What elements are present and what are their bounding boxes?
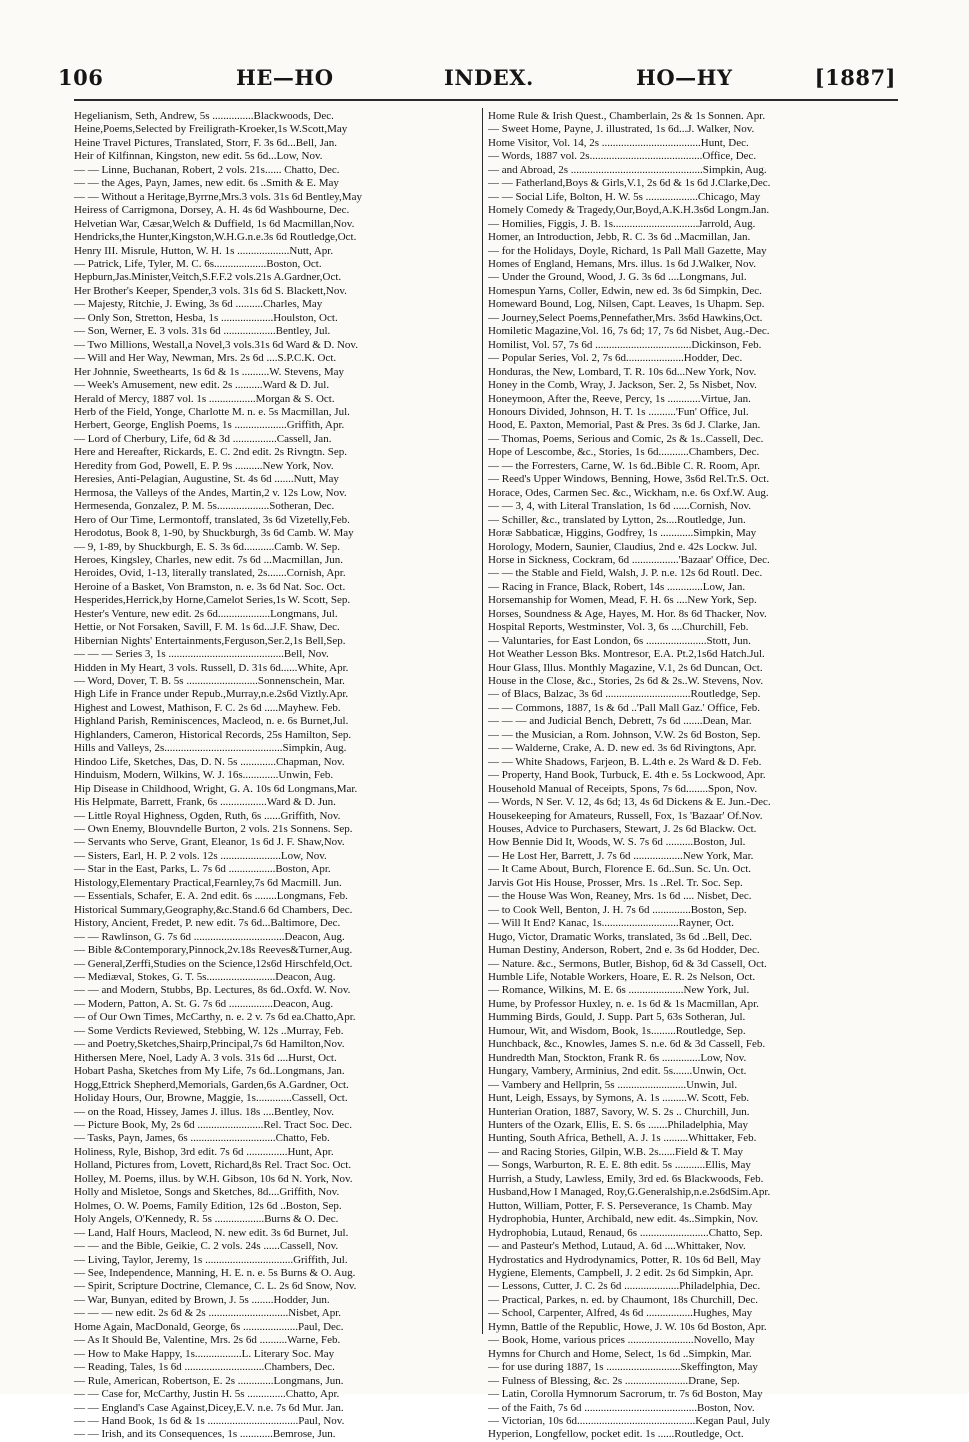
index-entry: — General,Zerffi,Studies on the Science,12s6d Hirschfeld,Oct. bbox=[74, 957, 353, 970]
header-rule bbox=[74, 99, 898, 101]
index-entry: Home Rule & Irish Quest., Chamberlain, 2s & 1s Sonnen. Apr. bbox=[488, 110, 766, 122]
index-entry: — — the Ages, Payn, James, new edit. 6s ..Smith & E. May bbox=[74, 177, 339, 190]
index-entry: Highlanders, Cameron, Historical Records, 25s Hamilton, Sep. bbox=[74, 728, 352, 741]
index-entry: — Schiller, &c., translated by Lytton, 2s....Routledge, Jun. bbox=[488, 513, 746, 526]
page-header bbox=[58, 64, 896, 98]
index-entry: — — Irish, and its Consequences, 1s ............Bemrose, Jun. bbox=[74, 1428, 336, 1441]
index-entry: Hepburn,Jas.Minister,Veitch,S.F.F.2 vols.21s A.Gardner,Oct. bbox=[74, 271, 342, 284]
index-entry: — of the Faith, 7s 6d .........................................Boston, Nov. bbox=[488, 1401, 755, 1414]
index-entry: Hogg,Ettrick Shepherd,Memorials, Garden,6s A.Gardner, Oct. bbox=[74, 1078, 349, 1091]
index-entry: — Mediæval, Stokes, G. T. 5s.........................Deacon, Aug. bbox=[74, 971, 336, 983]
index-entry: — Book, Home, various prices ........................Novello, May bbox=[488, 1334, 755, 1347]
index-entry: Heine,Poems,Selected by Freiligrath-Kroeker,1s W.Scott,May bbox=[74, 123, 348, 136]
index-entry: — Racing in France, Black, Robert, 14s .............Low, Jan. bbox=[488, 580, 746, 593]
index-entry: — Homilies, Figgis, J. B. 1s...............................Jarrold, Aug. bbox=[488, 217, 756, 230]
index-entry: — on the Road, Hissey, James J. illus. 18s ....Bentley, Nov. bbox=[74, 1105, 335, 1118]
index-entry: Horology, Modern, Saunier, Claudius, 2nd e. 42s Lockw. Jul. bbox=[488, 540, 758, 553]
index-entry: Honeymoon, After the, Reeve, Percy, 1s ............Virtue, Jan. bbox=[488, 392, 751, 405]
index-entry: — for use during 1887, 1s ...........................Skeffington, May bbox=[488, 1361, 758, 1374]
index-entry: — Practical, Parkes, n. ed. by Chaumont, 18s Churchill, Dec. bbox=[488, 1293, 759, 1306]
index-entry: — — White Shadows, Farjeon, B. L.4th e. 2s Ward & D. Feb. bbox=[488, 755, 762, 768]
index-entry: — Bible &Contemporary,Pinnock,2v.18s Reeves&Turner,Aug. bbox=[74, 944, 353, 957]
index-entry: Humming Birds, Gould, J. Supp. Part 5, 63s Sotheran, Jul. bbox=[488, 1011, 746, 1024]
index-entry: — How to Make Happy, 1s.................L. Literary Soc. May bbox=[74, 1347, 335, 1360]
index-entry: — Two Millions, Westall,a Novel,3 vols.31s 6d Ward & D. Nov. bbox=[74, 338, 358, 351]
index-entry: — Will and Her Way, Newman, Mrs. 2s 6d ....S.P.C.K. Oct. bbox=[74, 352, 337, 365]
index-entry: Herbert, George, English Poems, 1s ...................Griffith, Apr. bbox=[74, 419, 345, 432]
page-number: 106 bbox=[58, 65, 104, 90]
index-entry: Hood, E. Paxton, Memorial, Past & Pres. 3s 6d J. Clarke, Jan. bbox=[488, 419, 761, 432]
index-entry: — — and Modern, Stubbs, Bp. Lectures, 8s 6d..Oxfd. W. Nov. bbox=[74, 984, 351, 997]
index-entry: Here and Hereafter, Rickards, E. C. 2nd edit. 2s Rivngtn. Sep. bbox=[74, 446, 347, 459]
index-entry: Hermesenda, Gonzalez, P. M. 5s...................Sotheran, Dec. bbox=[74, 500, 335, 513]
index-entry: Hendricks,the Hunter,Kingston,W.H.G.n.e.3s 6d Routledge,Oct. bbox=[74, 231, 357, 244]
index-entry: Highest and Lowest, Mathison, F. C. 2s 6d .....Mayhew. Feb. bbox=[74, 701, 341, 714]
index-entry: — He Lost Her, Barrett, J. 7s 6d ..................New York, Mar. bbox=[488, 849, 754, 862]
range-left-heading: HE—HO bbox=[236, 65, 334, 90]
index-entry: Homeward Bound, Log, Nilsen, Capt. Leaves, 1s Uhapm. Sep. bbox=[488, 298, 765, 311]
index-entry: Human Destiny, Anderson, Robert, 2nd e. 3s 6d Hodder, Dec. bbox=[488, 944, 760, 957]
index-entry: Hugo, Victor, Dramatic Works, translated, 3s 6d ..Bell, Dec. bbox=[488, 930, 752, 943]
index-entry: Hour Glass, Illus. Monthly Magazine, V.1, 2s 6d Duncan, Oct. bbox=[488, 661, 763, 674]
left-column bbox=[74, 110, 482, 1441]
index-entry: Heir of Kilfinnan, Kingston, new edit. 5s 6d...Low, Nov. bbox=[74, 150, 323, 163]
index-entry: Hesperides,Herrick,by Horne,Camelot Series,1s W. Scott, Sep. bbox=[74, 594, 351, 607]
index-entry: — — the Musician, a Rom. Johnson, V.W. 2s 6d Boston, Sep. bbox=[488, 728, 761, 741]
index-entry: — Rule, American, Robertson, E. 2s .............Longmans, Jun. bbox=[74, 1374, 344, 1387]
index-entry: House in the Close, &c., Stories, 2s 6d & 2s..W. Stevens, Nov. bbox=[488, 675, 764, 688]
index-entry: — — the Forresters, Carne, W. 1s 6d..Bible C. R. Room, Apr. bbox=[488, 459, 760, 472]
index-entry: Hydrophobia, Lutaud, Renaud, 6s .........................Chatto, Sep. bbox=[488, 1226, 763, 1239]
index-entry: Houses, Advice to Purchasers, Stewart, J. 2s 6d Blackw. Oct. bbox=[488, 823, 757, 836]
index-entry: Heiress of Carrigmona, Dorsey, A. H. 4s 6d Washbourne, Dec. bbox=[74, 204, 350, 217]
index-entry: — Popular Series, Vol. 2, 7s 6d.....................Hodder, Dec. bbox=[488, 352, 743, 365]
index-entry: Hibernian Nights' Entertainments,Ferguson,Ser.2,1s Bell,Sep. bbox=[74, 634, 346, 647]
index-entry: Hobart Pasha, Sketches from My Life, 7s 6d..Longmans, Jan. bbox=[74, 1065, 345, 1078]
index-entry: — Thomas, Poems, Serious and Comic, 2s & 1s..Cassell, Dec. bbox=[488, 432, 764, 445]
index-entry: — — — new edit. 2s 6d & 2s .............................Nisbet, Apr. bbox=[74, 1307, 342, 1320]
index-entry: — Week's Amusement, new edit. 2s ..........Ward & D. Jul. bbox=[74, 379, 330, 392]
index-entry: — Reed's Upper Windows, Benning, Howe, 3s6d Rel.Tr.S. Oct. bbox=[488, 473, 770, 486]
index-entry: Hygiene, Elements, Campbell, J. 2 edit. 2s 6d Simpkin, Apr. bbox=[488, 1266, 754, 1279]
index-entry: Household Manual of Receipts, Spons, 7s 6d........Spon, Nov. bbox=[488, 782, 758, 795]
index-entry: Horace, Odes, Carmen Sec. &c., Wickham, n.e. 6s Oxf.W. Aug. bbox=[488, 486, 769, 499]
index-entry: Humour, Wit, and Wisdom, Book, 1s.........Routledge, Sep. bbox=[488, 1024, 746, 1037]
index-entry: Holy Angels, O'Kennedy, R. 5s ..................Burns & O. Dec. bbox=[74, 1213, 339, 1226]
index-entry: Hunters of the Ozark, Ellis, E. S. 6s .......Philadelphia, May bbox=[488, 1118, 748, 1131]
index-entry: Henry III. Misrule, Hutton, W. H. 1s ...................Nutt, Apr. bbox=[74, 244, 334, 257]
index-entry: Honey in the Comb, Wray, J. Jackson, Ser. 2, 5s Nisbet, Nov. bbox=[488, 379, 757, 392]
index-entry: — Living, Taylor, Jeremy, 1s ................................Griffith, Jul. bbox=[74, 1253, 348, 1266]
index-entry: — — Social Life, Bolton, H. W. 5s ...................Chicago, May bbox=[488, 190, 761, 203]
index-entry: — Word, Dover, T. B. 5s ..........................Sonnenschein, Mar. bbox=[74, 675, 345, 688]
index-entry: Horsemanship for Women, Mead, F. H. 6s ....New York, Sep. bbox=[488, 594, 757, 607]
index-entry: — Only Son, Stretton, Hesba, 1s ...................Houlston, Oct. bbox=[74, 311, 338, 324]
index-entry: — Victorian, 10s 6d...........................................Kegan Paul, July bbox=[488, 1414, 771, 1427]
index-entry: Hinduism, Modern, Wilkins, W. J. 16s.............Unwin, Feb. bbox=[74, 769, 334, 782]
index-entry: Hunt, Leigh, Essays, by Symons, A. 1s .........W. Scott, Feb. bbox=[488, 1092, 750, 1105]
index-entry: — Vambery and Hellprin, 5s .........................Unwin, Jul. bbox=[488, 1078, 738, 1091]
index-entry: Horæ Sabbaticæ, Higgins, Godfrey, 1s ............Simpkin, May bbox=[488, 527, 757, 540]
index-entry: Hurrish, a Study, Lawless, Emily, 3rd ed. 6s Blackwoods, Feb. bbox=[488, 1172, 764, 1185]
index-entry: Hettie, or Not Forsaken, Savill, F. M. 1s 6d...J.F. Shaw, Dec. bbox=[74, 621, 340, 634]
index-entry: Hume, by Professor Huxley, n. e. 1s 6d & 1s Macmillan, Apr. bbox=[488, 997, 759, 1010]
index-entry: — Own Enemy, Blouvndelle Burton, 2 vols. 21s Sonnens. Sep. bbox=[74, 823, 353, 836]
index-entry: Homely Comedy & Tragedy,Our,Boyd,A.K.H.3s6d Longm.Jan. bbox=[488, 204, 770, 217]
index-entry: Hydrostatics and Hydrodynamics, Potter, R. 10s 6d Bell, May bbox=[488, 1253, 761, 1266]
index-entry: — Lessons, Cutter, J. C. 2s 6d ....................Philadelphia, Dec. bbox=[488, 1280, 761, 1293]
index-entry: Heroine of a Basket, Von Bramston, n. e. 3s 6d Nat. Soc. Oct. bbox=[74, 580, 346, 593]
index-entry: Hungary, Vambery, Arminius, 2nd edit. 5s.......Unwin, Oct. bbox=[488, 1065, 747, 1078]
index-entry: Historical Summary,Geography,&c.Stand.6 6d Chambers, Dec. bbox=[74, 903, 353, 916]
index-entry: Husband,How I Managed, Roy,G.Generalship,n.e.2s6dSim.Apr. bbox=[488, 1186, 771, 1199]
index-entry: Hero of Our Time, Lermontoff, translated, 3s 6d Vizetelly,Feb. bbox=[74, 513, 350, 526]
index-entry: Homilist, Vol. 57, 7s 6d ...................................Dickinson, Feb. bbox=[488, 338, 762, 351]
index-entry: — Son, Werner, E. 3 vols. 31s 6d ...................Bentley, Jul. bbox=[74, 325, 331, 338]
index-entry: Herodotus, Book 8, 1-90, by Shuckburgh, 3s 6d Camb. W. May bbox=[74, 527, 354, 540]
index-entry: — — Walderne, Crake, A. D. new ed. 3s 6d Rivingtons, Apr. bbox=[488, 742, 757, 755]
index-entry: Hymn, Battle of the Republic, Howe, J. W. 10s 6d Boston, Apr. bbox=[488, 1320, 767, 1333]
index-entry: — of Blacs, Balzac, 3s 6d ...............................Routledge, Sep. bbox=[488, 688, 761, 701]
index-entry: Hot Weather Lesson Bks. Montresor, E.A. Pt.2,1s6d Hatch.Jul. bbox=[488, 648, 765, 661]
index-entry: Horse in Sickness, Cockram, 6d .................'Bazaar' Office, Dec. bbox=[488, 553, 770, 566]
index-entry: His Helpmate, Barrett, Frank, 6s .................Ward & D. Jun. bbox=[74, 796, 336, 809]
index-entry: — of Our Own Times, McCarthy, n. e. 2 v. 7s 6d ea.Chatto,Apr. bbox=[74, 1011, 356, 1024]
index-entry: History, Ancient, Fredet, P. new edit. 7s 6d...Baltimore, Dec. bbox=[74, 917, 341, 930]
index-entry: Honours Divided, Johnson, H. T. 1s ..........'Fun' Office, Jul. bbox=[488, 405, 749, 418]
index-entry: Hymns for Church and Home, Select, 1s 6d ..Simpkin, Mar. bbox=[488, 1347, 752, 1360]
index-entry: — to Cook Well, Benton, J. H. 7s 6d ..............Boston, Sep. bbox=[488, 903, 747, 916]
index-entry: Hegelianism, Seth, Andrew, 5s ...............Blackwoods, Dec. bbox=[74, 110, 334, 122]
index-entry: Her Brother's Keeper, Spender,3 vols. 31s 6d S. Blackett,Nov. bbox=[74, 284, 347, 297]
index-entry: Helvetian War, Cæsar,Welch & Duffield, 1s 6d Macmillan,Nov. bbox=[74, 217, 355, 230]
index-entry: Hydrophobia, Hunter, Archibald, new edit. 4s..Simpkin, Nov. bbox=[488, 1213, 759, 1226]
index-entry: — Words, N Ser. V. 12, 4s 6d; 13, 4s 6d Dickens & E. Jun.-Dec. bbox=[488, 796, 771, 809]
index-entry: Hindoo Life, Sketches, Das, D. N. 5s .............Chapman, Nov. bbox=[74, 755, 345, 768]
index-entry: Heresies, Anti-Pelagian, Augustine, St. 4s 6d .......Nutt, May bbox=[74, 473, 339, 486]
index-entry: Herald of Mercy, 1887 vol. 1s .................Morgan & S. Oct. bbox=[74, 392, 335, 405]
index-entry: Hithersen Mere, Noel, Lady A. 3 vols. 31s 6d ....Hurst, Oct. bbox=[74, 1051, 337, 1064]
index-entry: Horses, Soundness & Age, Hayes, M. Hor. 8s 6d Thacker, Nov. bbox=[488, 607, 767, 620]
index-entry: Hip Disease in Childhood, Wright, G. A. 10s 6d Longmans,Mar. bbox=[74, 782, 358, 795]
index-entry: Holmes, O. W. Poems, Family Edition, 12s 6d ..Boston, Sep. bbox=[74, 1199, 342, 1212]
index-entry: Honduras, the New, Lombard, T. R. 10s 6d...New York, Nov. bbox=[488, 365, 757, 378]
index-entry: Highland Parish, Reminiscences, Macleod, n. e. 6s Burnet,Jul. bbox=[74, 715, 349, 728]
index-entry: — Land, Half Hours, Macleod, N. new edit. 3s 6d Burnet, Jul. bbox=[74, 1226, 349, 1239]
index-entry: — Property, Hand Book, Turbuck, E. 4th e. 5s Lockwood, Apr. bbox=[488, 769, 766, 782]
index-entry: Hope of Lescombe, &c., Stories, 1s 6d...........Chambers, Dec. bbox=[488, 446, 760, 459]
index-entry: — — — Series 3, 1s ..........................................Bell, Nov. bbox=[74, 648, 329, 661]
index-entry: Homes of England, Hemans, Mrs. illus. 1s 6d J.Walker, Nov. bbox=[488, 257, 757, 270]
index-entry: — — Rawlinson, G. 7s 6d .................................Deacon, Aug. bbox=[74, 930, 345, 943]
index-entry: — Journey,Select Poems,Pennefather,Mrs. 3s6d Hawkins,Oct. bbox=[488, 311, 763, 324]
index-entry: — — the Stable and Field, Walsh, J. P. n.e. 12s 6d Routl. Dec. bbox=[488, 567, 763, 580]
index-entry: — Essentials, Schafer, E. A. 2nd edit. 6s ........Longmans, Feb. bbox=[74, 890, 348, 903]
index-entry: — — Hand Book, 1s 6d & 1s .................................Paul, Nov. bbox=[74, 1414, 345, 1427]
index-entry: — — England's Case Against,Dicey,E.V. n.e. 7s 6d Mur. Jan. bbox=[74, 1401, 344, 1414]
index-entry: Hutton, William, Potter, F. S. Perseverance, 1s Chamb. May bbox=[488, 1199, 753, 1212]
index-entry: Hermosa, the Valleys of the Andes, Martin,2 v. 12s Low, Nov. bbox=[74, 486, 347, 499]
index-entry: — — 3, 4, with Literal Translation, 1s 6d ......Cornish, Nov. bbox=[488, 500, 751, 513]
index-entry: — Lord of Cherbury, Life, 6d & 3d ................Cassell, Jan. bbox=[74, 432, 332, 445]
index-entry: Hundredth Man, Stockton, Frank R. 6s ..............Low, Nov. bbox=[488, 1051, 747, 1064]
index-entry: Holiday Hours, Our, Browne, Maggie, 1s.............Cassell, Oct. bbox=[74, 1092, 348, 1105]
index-entry: — — Case for, McCarthy, Justin H. 5s ..............Chatto, Apr. bbox=[74, 1388, 340, 1401]
index-entry: — Picture Book, My, 2s 6d ........................Rel. Tract Soc. Dec. bbox=[74, 1118, 352, 1131]
index-entry: Jarvis Got His House, Prosser, Mrs. 1s ..Rel. Tr. Soc. Sep. bbox=[488, 876, 743, 889]
index-entry: — the House Was Won, Reaney, Mrs. 1s 6d .... Nisbet, Dec. bbox=[488, 890, 752, 903]
index-entry: — and Abroad, 2s ................................................Simpkin, Aug. bbox=[488, 163, 767, 176]
index-entry: — Servants who Serve, Grant, Eleanor, 1s 6d J. F. Shaw,Nov. bbox=[74, 836, 345, 849]
index-entry: — — and the Bible, Geikie, C. 2 vols. 24s ......Cassell, Nov. bbox=[74, 1240, 339, 1253]
index-entry: — Modern, Patton, A. St. G. 7s 6d ................Deacon, Aug. bbox=[74, 997, 334, 1010]
index-entry: — Spirit, Scripture Doctrine, Clemance, C. L. 2s 6d Snow, Nov. bbox=[74, 1280, 357, 1293]
index-entry: Home Visitor, Vol. 14, 2s ....................................Hunt, Dec. bbox=[488, 136, 749, 149]
index-entry: Home Again, MacDonald, George, 6s ....................Paul, Dec. bbox=[74, 1320, 344, 1333]
index-entry: Hunchback, &c., Knowles, James S. n.e. 6d & 3d Cassell, Feb. bbox=[488, 1038, 766, 1051]
index-entry: — 9, 1-89, by Shuckburgh, E. S. 3s 6d...........Camb. W. Sep. bbox=[74, 540, 340, 553]
index-entry: — War, Bunyan, edited by Brown, J. 5s ........Hodder, Jun. bbox=[74, 1293, 330, 1306]
index-entry: — It Came About, Burch, Florence E. 6d..Sun. Sc. Un. Oct. bbox=[488, 863, 752, 876]
index-entry: Hyperion, Longfellow, pocket edit. 1s ......Routledge, Oct. bbox=[488, 1428, 744, 1441]
index-entry: — Sweet Home, Payne, J. illustrated, 1s 6d...J. Walker, Nov. bbox=[488, 123, 755, 136]
index-entry: — Fulness of Blessing, &c. 2s .......................Drane, Sep. bbox=[488, 1374, 740, 1387]
index-entry: Holland, Pictures from, Lovett, Richard,8s Rel. Tract Soc. Oct. bbox=[74, 1159, 352, 1172]
index-entry: Holly and Misletoe, Songs and Sketches, 8d....Griffith, Nov. bbox=[74, 1186, 340, 1199]
year-label: [1887] bbox=[814, 65, 896, 90]
index-entry: Homer, an Introduction, Jebb, R. C. 3s 6d ..Macmillan, Jan. bbox=[488, 231, 751, 244]
index-entry: — Little Royal Highness, Ogden, Ruth, 6s ......Griffith, Nov. bbox=[74, 809, 341, 822]
index-entry: — Valuntaries, for East London, 6s ......................Stott, Jun. bbox=[488, 634, 751, 647]
index-entry: High Life in France under Repub.,Murray,n.e.2s6d Viztly.Apr. bbox=[74, 688, 349, 701]
index-entry: — — Fatherland,Boys & Girls,V.1, 2s 6d & 1s 6d J.Clarke,Dec. bbox=[488, 177, 771, 190]
index-entry: Histology,Elementary Practical,Fearnley,7s 6d Macmill. Jun. bbox=[74, 876, 342, 889]
index-entry: Hidden in My Heart, 3 vols. Russell, D. 31s 6d......White, Apr. bbox=[74, 661, 349, 674]
index-entry: — Patrick, Life, Tyler, M. C. 6s...................Boston, Oct. bbox=[74, 257, 322, 270]
index-entry: Heine Travel Pictures, Translated, Storr, F. 3s 6d...Bell, Jan. bbox=[74, 136, 337, 149]
index-entry: Hunterian Oration, 1887, Savory, W. S. 2s .. Churchill, Jun. bbox=[488, 1105, 750, 1118]
section-title: INDEX. bbox=[444, 65, 534, 90]
index-entry: — Reading, Tales, 1s 6d .............................Chambers, Dec. bbox=[74, 1361, 335, 1374]
index-entry: — and Pasteur's Method, Lutaud, A. 6d ....Whittaker, Nov. bbox=[488, 1240, 746, 1253]
index-entry: Heredity from God, Powell, E. P. 9s ..........New York, Nov. bbox=[74, 459, 334, 472]
index-entry: — — — and Judicial Bench, Debrett, 7s 6d .......Dean, Mar. bbox=[488, 715, 752, 728]
index-entry: — Nature. &c., Sermons, Butler, Bishop, 6d & 3d Cassell, Oct. bbox=[488, 957, 767, 970]
index-entry: Homespun Yarns, Coller, Edwin, new ed. 3s 6d Simpkin, Dec. bbox=[488, 284, 762, 297]
index-entry: — and Poetry,Sketches,Shairp,Principal,7s 6d Hamilton,Nov. bbox=[74, 1038, 345, 1051]
index-entry: Hills and Valleys, 2s...........................................Simpkin, Aug. bbox=[74, 742, 347, 755]
index-entry: — — Without a Heritage,Byrrne,Mrs.3 vols. 31s 6d Bentley,May bbox=[74, 190, 362, 203]
index-entry: Hunting, South Africa, Bethell, A. J. 1s .........Whittaker, Feb. bbox=[488, 1132, 757, 1145]
index-entry: — Songs, Warburton, R. E. E. 8th edit. 5s ...........Ellis, May bbox=[488, 1159, 751, 1172]
index-entry: Hospital Reports, Westminster, Vol. 3, 6s ....Churchill, Feb. bbox=[488, 621, 749, 634]
index-entry: — Will It End? Kanac, 1s............................Rayner, Oct. bbox=[488, 917, 735, 930]
index-entry: Housekeeping for Amateurs, Russell, Fox, 1s 'Bazaar' Of.Nov. bbox=[488, 809, 763, 822]
index-entry: — Some Verdicts Reviewed, Stebbing, W. 12s ..Murray, Feb. bbox=[74, 1024, 344, 1037]
index-entry: — — Linne, Buchanan, Robert, 2 vols. 21s...... Chatto, Dec. bbox=[74, 163, 340, 176]
index-entry: — School, Carpenter, Alfred, 4s 6d .................Hughes, May bbox=[488, 1307, 753, 1320]
index-entry: — — Commons, 1887, 1s & 6d ..'Pall Mall Gaz.' Office, Feb. bbox=[488, 701, 761, 714]
index-entry: Holiness, Ryle, Bishop, 3rd edit. 7s 6d ...............Hunt, Apr. bbox=[74, 1145, 334, 1158]
column-divider bbox=[482, 108, 483, 1334]
index-entry: — and Racing Stories, Gilpin, W.B. 2s......Field & T. May bbox=[488, 1145, 744, 1158]
index-entry: How Bennie Did It, Woods, W. S. 7s 6d ..........Boston, Jul. bbox=[488, 836, 746, 849]
index-entry: — Tasks, Payn, James, 6s ...............................Chatto, Feb. bbox=[74, 1132, 330, 1145]
index-entry: Heroides, Ovid, 1-13, literally translated, 2s.......Cornish, Apr. bbox=[74, 567, 346, 580]
index-entry: — See, Independence, Manning, H. E. n. e. 5s Burns & O. Aug. bbox=[74, 1266, 356, 1279]
index-entry: Holley, M. Poems, illus. by W.H. Gibson, 10s 6d N. York, Nov. bbox=[74, 1172, 353, 1185]
index-entry: — Sisters, Earl, H. P. 2 vols. 12s ......................Low, Nov. bbox=[74, 849, 327, 862]
index-entry: — Under the Ground, Wood, J. G. 3s 6d ....Longmans, Jul. bbox=[488, 271, 747, 284]
index-entry: Herb of the Field, Yonge, Charlotte M. n. e. 5s Macmillan, Jul. bbox=[74, 405, 350, 418]
index-entry: — Romance, Wilkins, M. E. 6s ....................New York, Jul. bbox=[488, 984, 750, 997]
index-entry: Homiletic Magazine,Vol. 16, 7s 6d; 17, 7s 6d Nisbet, Aug.-Dec. bbox=[488, 325, 770, 338]
index-entry: Heroes, Kingsley, Charles, new edit. 7s 6d ...Macmillan, Jun. bbox=[74, 553, 344, 566]
index-entry: — As It Should Be, Valentine, Mrs. 2s 6d ..........Warne, Feb. bbox=[74, 1334, 341, 1347]
index-entry: Hester's Venture, new edit. 2s 6d...................Longmans, Jul. bbox=[74, 607, 338, 620]
range-right-heading: HO—HY bbox=[636, 65, 733, 90]
index-entry: Her Johnnie, Sweethearts, 1s 6d & 1s ..........W. Stevens, May bbox=[74, 365, 344, 378]
index-entry: — Majesty, Ritchie, J. Ewing, 3s 6d ..........Charles, May bbox=[74, 298, 323, 311]
index-entry: — Words, 1887 vol. 2s.........................................Office, Dec. bbox=[488, 150, 757, 163]
right-column bbox=[488, 110, 896, 1441]
index-entry: Humble Life, Notable Workers, Hoare, E. R. 2s Nelson, Oct. bbox=[488, 971, 756, 983]
index-entry: — for the Holidays, Doyle, Richard, 1s Pall Mall Gazette, May bbox=[488, 244, 767, 257]
index-entry: — Latin, Corolla Hymnorum Sacrorum, tr. 7s 6d Boston, May bbox=[488, 1388, 763, 1401]
index-entry: — Star in the East, Parks, L. 7s 6d .................Boston, Apr. bbox=[74, 863, 331, 876]
